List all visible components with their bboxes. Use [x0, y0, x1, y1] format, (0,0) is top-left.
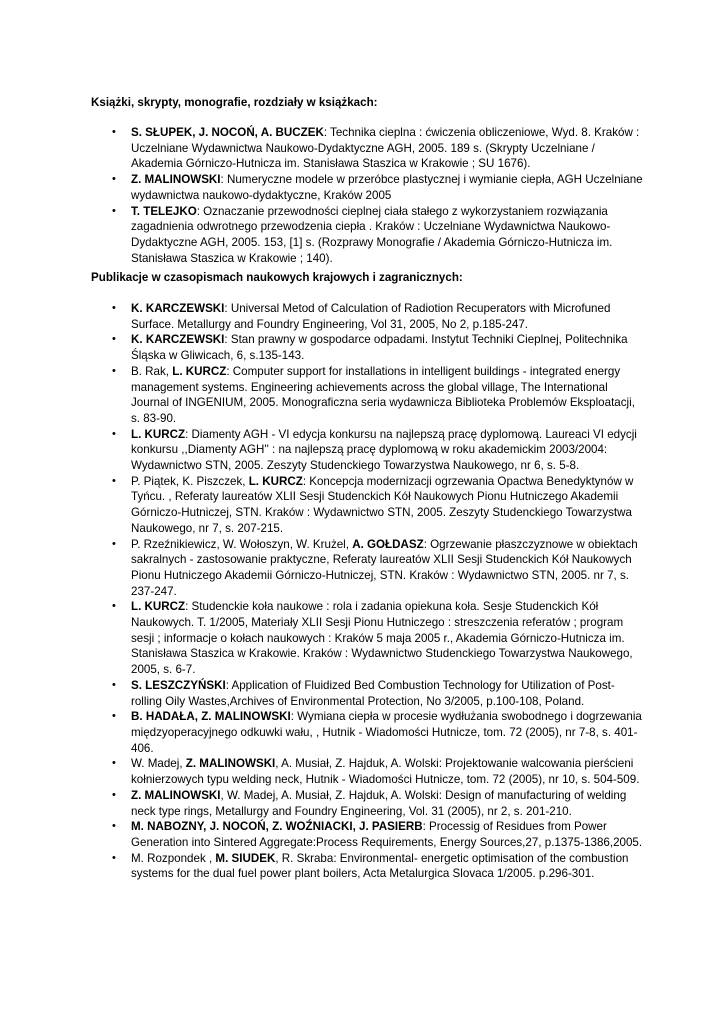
section-heading-books: Książki, skrypty, monografie, rozdziały w książkach:: [91, 96, 378, 109]
bullet-icon: •: [112, 126, 116, 138]
citation-text: , A. Musiał, Z. Hajduk, A. Wolski: Projektowanie walcowania pierścieni kołnierzowych typu welding neck, Hutnik - Wiadomości Hutnicze, tom. 72 (2005), nr 10, s. 504-509.: [131, 757, 640, 787]
bullet-icon: •: [112, 757, 116, 770]
citation-text: : Application of Fluidized Bed Combustion Technology for Utilization of Post-rolling Oily Wastes,Archives of Environmental Protection, No 3/2005, p.100-108, Poland.: [131, 678, 615, 708]
bullet-icon: •: [112, 851, 116, 864]
author-name: L. KURCZ: [131, 600, 186, 614]
author-name: B. HADAŁA, Z. MALINOWSKI: [131, 710, 291, 724]
list-item: [0, 204, 643, 267]
list-item: [0, 709, 643, 756]
citation-text: : Processig of Residues from Power Generation into Sintered Aggregate:Process Requirements, Energy Sources,27, p.1375-1386,2005.: [131, 820, 643, 849]
citation-text: : Diamenty AGH - VI edycja konkursu na najlepszą pracę dyplomową. Laureaci VI edycji konkursu ,,Diamenty AGH'' : na najlepszą pracę dyplomową w roku akademickim 2003/2004: Wydawnictwo STN, 2005. Zeszyty Studenckiego Towarzystwa Naukowego, nr 6, s. 5-8.: [131, 427, 637, 473]
author-name: L. KURCZ: [131, 427, 186, 441]
list-item: [0, 788, 643, 819]
list-item: [0, 172, 643, 203]
list-item: [0, 851, 643, 882]
author-name: T. TELEJKO: [131, 204, 197, 218]
bullet-icon: •: [112, 333, 116, 346]
citation-text: : Ogrzewanie płaszczyznowe w obiektach sakralnych - zastosowanie praktyczne, Referaty laureatów XLII Sesji Studenckich Kół Naukowych Pionu Hutniczego Akademii Górniczo-Hutniczej, STN. Kraków : Wydawnictwo STN, 2005. nr 7, s. 237-247.: [131, 537, 638, 598]
bullet-icon: •: [112, 678, 116, 691]
list-item: [0, 332, 643, 363]
list-item: [0, 125, 643, 172]
citation-text: : Studenckie koła naukowe : rola i zadania opiekuna koła. Sesje Studenckich Kół Naukowych. T. 1/2005, Materiały XLII Sesji Pionu Hutniczego : streszczenia referatów ; program sesji ; informacje o kołach naukowych : Kraków 5 maja 2005 r., Akademia Górniczo-Hutnicza im. Stanisława Staszica w Krakowie. Kraków : Wydawnictwo Studenckiego Towarzystwa Naukowego, 2005, s. 6-7.: [131, 600, 633, 677]
coauthors-text: M. Rozpondek ,: [131, 851, 216, 865]
citation-text: : Numeryczne modele w przeróbce plastycznej i wymianie ciepła, AGH Uczelniane wydawnictwa naukowo-dydaktyczne, Kraków 2005: [131, 173, 643, 202]
citation-text: : Oznaczanie przewodności cieplnej ciała stałego z wykorzystaniem rozwiązania zagadnienia odwrotnego przewodzenia ciepła . Kraków : Uczelniane Wydawnictwa Naukowo-Dydaktyczne AGH, 2005. 153, [1] s. (Rozprawy Monografie / Akademia Górniczo-Hutnicza im. Stanisława Staszica w Krakowie ; 140).: [131, 204, 613, 265]
list-item: [0, 364, 643, 427]
books-list: [0, 125, 725, 266]
journal-publications-list: [0, 301, 725, 882]
bullet-icon: •: [112, 302, 116, 314]
bullet-icon: •: [112, 820, 116, 833]
author-name: S. SŁUPEK, J. NOCOŃ, A. BUCZEK: [131, 126, 324, 139]
author-name: M. SIUDEK: [215, 851, 276, 865]
coauthors-text: P. Piątek, K. Piszczek,: [131, 474, 249, 488]
list-item: [0, 301, 643, 332]
list-item: [0, 678, 643, 709]
author-name: K. KARCZEWSKI: [131, 302, 225, 315]
author-name: K. KARCZEWSKI: [131, 333, 225, 347]
list-item: [0, 756, 643, 787]
citation-text: : Universal Metod of Calculation of Radiotion Recuperators with Microfuned Surface. Metallurgy and Foundry Engineering, Vol 31, 2005, No 2, p.185-247.: [131, 302, 611, 331]
citation-text: : Koncepcja modernizacji ogrzewania Opactwa Benedyktynów w Tyńcu. , Referaty laureatów XLII Sesji Studenckich Kół Naukowych Pionu Hutniczego Akademii Górniczo-Hutniczej, STN. Kraków : Wydawnictwo STN, 2005. Zeszyty Studenckiego Towarzystwa Naukowego, nr 7, s. 207-215.: [131, 474, 634, 535]
citation-text: : Wymiana ciepła w procesie wydłużania swobodnego i dogrzewania międzyoperacyjnego odkuwki wału, , Hutnik - Wiadomości Hutnicze, tom. 72 (2005), nr 7-8, s. 401-406.: [131, 710, 642, 755]
bullet-icon: •: [112, 600, 116, 613]
citation-text: : Stan prawny w gospodarce odpadami. Instytut Techniki Cieplnej, Politechnika Śląska w Gliwicach, 6, s.135-143.: [131, 333, 628, 363]
author-name: Z. MALINOWSKI: [185, 757, 276, 771]
list-item: [0, 474, 643, 537]
author-name: Z. MALINOWSKI: [131, 788, 221, 802]
bullet-icon: •: [112, 364, 116, 377]
author-name: L. KURCZ: [248, 474, 303, 488]
list-item: [0, 537, 643, 600]
bullet-icon: •: [112, 204, 116, 217]
bullet-icon: •: [112, 537, 116, 550]
citation-text: , R. Skraba: Environmental- energetic optimisation of the combustion systems for the dual fuel power plant boilers, Acta Metalurgica Slovaca 1/2005. p.296-301.: [131, 851, 629, 881]
section-heading-journals: Publikacje w czasopismach naukowych krajowych i zagranicznych:: [91, 271, 463, 284]
bullet-icon: •: [112, 710, 116, 723]
author-name: Z. MALINOWSKI: [131, 173, 221, 187]
author-name: M. NABOZNY, J. NOCOŃ, Z. WOŹNIACKI, J. PASIERB: [131, 820, 423, 834]
bullet-icon: •: [112, 427, 116, 440]
list-item: [0, 819, 643, 850]
author-name: L. KURCZ: [172, 364, 227, 378]
list-item: [0, 599, 643, 678]
bullet-icon: •: [112, 474, 116, 487]
citation-text: : Computer support for installations in intelligent buildings - integrated energy management systems. Engineering achievements across the global village, The International Journal of INGENIUM, 2005. Monograficzna seria wydawnicza Biblioteka Problemów Eksploatacji, s. 83-90.: [131, 364, 635, 425]
citation-text: , W. Madej, A. Musiał, Z. Hajduk, A. Wolski: Design of manufacturing of welding neck type rings, Metallurgy and Foundry Engineering, Vol. 31 (2005), nr 2, s. 201-210.: [131, 788, 627, 818]
citation-text: : Technika cieplna : ćwiczenia obliczeniowe, Wyd. 8. Kraków : Uczelniane Wydawnictwa Naukowo-Dydaktyczne AGH, 2005. 189 s. (Skrypty Uczelniane / Akademia Górniczo-Hutnicza im. Stanisława Staszica w Krakowie ; SU 1676).: [131, 126, 640, 171]
bullet-icon: •: [112, 173, 116, 186]
author-name: S. LESZCZYŃSKI: [131, 678, 226, 692]
coauthors-text: P. Rzeźnikiewicz, W. Wołoszyn, W. Krużel,: [131, 537, 353, 551]
list-item: [0, 427, 643, 474]
author-name: A. GOŁDASZ: [352, 537, 424, 551]
bullet-icon: •: [112, 788, 116, 801]
coauthors-text: B. Rak,: [131, 364, 173, 378]
coauthors-text: W. Madej,: [131, 757, 186, 771]
